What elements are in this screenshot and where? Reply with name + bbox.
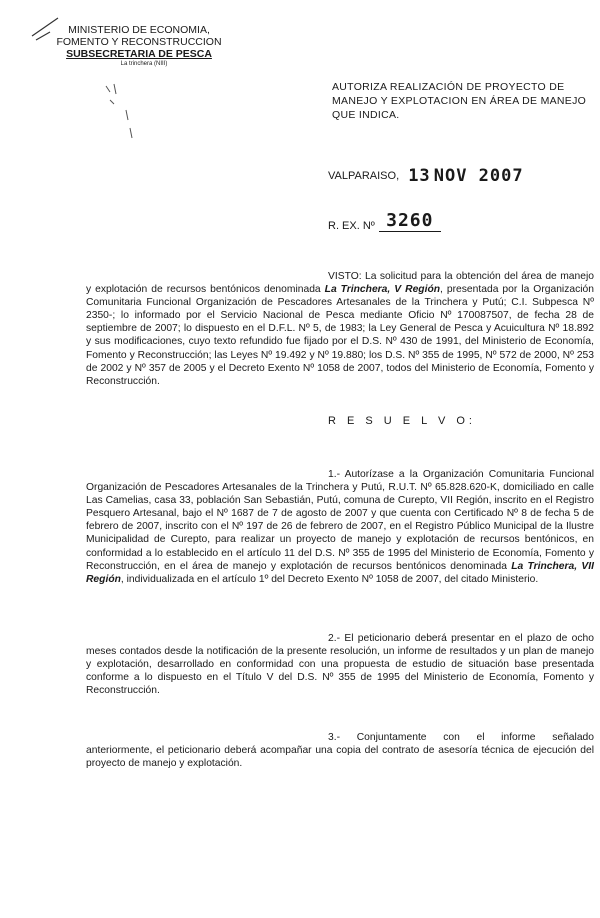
item-1-text-b: , individualizada en el artículo 1º del Decreto Exento Nº 1058 de 2007, del citado Ministerio. <box>120 573 539 585</box>
date-stamp-month-year: NOV 2007 <box>433 166 524 186</box>
margin-handwritten-notes <box>100 80 140 150</box>
resolution-number-stamp: 3260 <box>386 210 434 231</box>
resolution-number-label: R. EX. Nº <box>328 220 375 232</box>
item-1-text-a: 1.- Autorízase a la Organización Comunitaria Funcional Organización de Pescadores Artesanales de la Trinchera y Putú, R.U.T. Nº 65.828.620-K, domiciliado en calle Las Camelias, casa 33, población San Sebastián, Putú, comuna de Curepto, VII Región, inscrito en el Registro Pesquero Artesanal, bajo el Nº 1687 de 7 de agosto de 2007 y que cuenta con Certificado Nº 8 de fecha 5 de febrero de 2007, inscrito con el Nº 197 de 26 de febrero de 2007, en el Registro Público Municipal de la Ilustre Municipalidad de Curepto, para realizar un proyecto de manejo y explotación de recursos bentónicos, en conformidad a lo establecido en el artículo 11 del D.S. Nº 355 de 1995 del Ministerio de Economía, Fomento y Reconstrucción, en el área de manejo y explotación de recursos bentónicos denominada <box>86 469 594 572</box>
resolution-subject: AUTORIZA REALIZACIÓN DE PROYECTO DE MANEJO Y EXPLOTACION EN ÁREA DE MANEJO QUE INDICA. <box>332 81 587 121</box>
visto-paragraph <box>86 270 594 388</box>
item-3-paragraph <box>86 731 594 770</box>
visto-text-b: , presentada por la Organización Comunitaria Funcional Organización de Pescadores Artesanales de la Trinchera y Putú; C.I. Subpesca Nº 2350-; lo informado por el Servicio Nacional de Pesca mediante Oficio Nº 170087507, de fecha 28 de septiembre de 2007; lo dispuesto en el D.F.L. Nº 5, de 1983; la Ley General de Pesca y Acuicultura Nº 18.892 y sus modificaciones, cuyo texto refundido fue fijado por el D.S. Nº 430 de 1991, del Ministerio de Economía, Fomento y Reconstrucción; las Leyes Nº 19.492 y Nº 19.880; los D.S. Nº 355 de 1995, Nº 572 de 2000, Nº 253 de 2002 y Nº 357 de 2005 y el Decreto Exento Nº 1058 de 2007, todos del Ministerio de Economía, Fomento y Reconstrucción. <box>86 284 594 387</box>
item-3-text: 3.- Conjuntamente con el informe señalado anteriormente, el peticionario deberá acompañar una copia del contrato de asesoría técnica de ejecución del proyecto de manejo y explotación. <box>86 732 594 770</box>
item-1-area-name: La Trinchera, VII Región <box>86 560 594 585</box>
visto-text-a: La solicitud para la obtención del área de manejo y explotación de recursos bentónicos denominada <box>86 271 594 296</box>
ministry-header <box>54 24 224 69</box>
subsecretaria-name: SUBSECRETARIA DE PESCA <box>66 48 212 60</box>
ministry-name: MINISTERIO DE ECONOMIA, <box>68 24 210 36</box>
place-label: VALPARAISO, <box>328 170 400 182</box>
visto-label: VISTO: <box>328 271 362 282</box>
ministry-name-cont: FOMENTO Y RECONSTRUCCION <box>56 36 222 48</box>
visto-area-name: La Trinchera, V Región <box>324 284 441 296</box>
item-2-text: 2.- El peticionario deberá presentar en el plazo de ocho meses contados desde la notificación de la presente resolución, un informe de resultados y un plan de manejo y explotación, desarrollado en conformidad con una propuesta de estudio de situación base presentada conforme a lo dispuesto en el Título V del D.S. Nº 355 de 1995 del Ministerio de Economía, Fomento y Reconstrucción. <box>86 633 594 697</box>
file-reference: La trinchera (NIII) <box>120 61 168 67</box>
resuelvo-heading: R E S U E L V O: <box>328 415 476 427</box>
item-2-paragraph <box>86 632 594 697</box>
item-1-paragraph <box>86 468 594 586</box>
place-date-line <box>328 166 524 186</box>
date-stamp-day: 13 <box>408 166 431 186</box>
resolution-number-line <box>328 210 441 232</box>
